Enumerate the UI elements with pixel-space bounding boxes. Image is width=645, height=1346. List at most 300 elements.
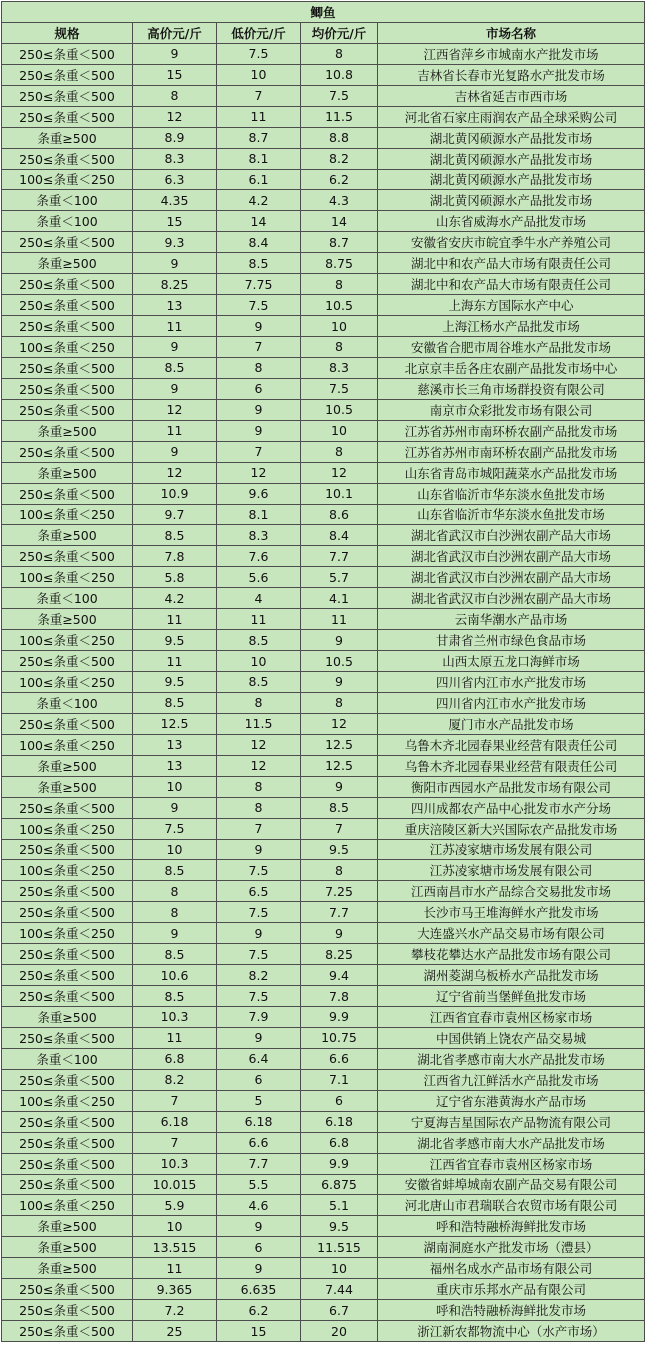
table-row bbox=[2, 253, 645, 274]
title-row bbox=[2, 2, 645, 23]
table-row bbox=[2, 378, 645, 399]
table-row bbox=[2, 609, 645, 630]
cell-market-name: 大连盛兴水产品交易市场有限公司 bbox=[378, 923, 645, 944]
cell-spec: 250≤条重＜500 bbox=[2, 64, 133, 85]
cell-low-price: 6.635 bbox=[217, 1279, 301, 1300]
cell-avg-price: 10.8 bbox=[301, 64, 378, 85]
cell-avg-price: 8 bbox=[301, 274, 378, 295]
cell-spec: 100≤条重＜250 bbox=[2, 1090, 133, 1111]
cell-avg-price: 8.2 bbox=[301, 148, 378, 169]
cell-low-price: 9 bbox=[217, 420, 301, 441]
cell-high-price: 8.5 bbox=[133, 357, 217, 378]
cell-high-price: 9.7 bbox=[133, 504, 217, 525]
table-row bbox=[2, 1007, 645, 1028]
table-row bbox=[2, 1111, 645, 1132]
cell-high-price: 8.5 bbox=[133, 692, 217, 713]
table-row bbox=[2, 1216, 645, 1237]
cell-spec: 250≤条重＜500 bbox=[2, 1027, 133, 1048]
cell-market-name: 江西省九江鲜活水产品批发市场 bbox=[378, 1069, 645, 1090]
table-row bbox=[2, 902, 645, 923]
table-row bbox=[2, 295, 645, 316]
cell-market-name: 上海东方国际水产中心 bbox=[378, 295, 645, 316]
cell-market-name: 攀枝花攀达水产品批发市场有限公司 bbox=[378, 944, 645, 965]
cell-market-name: 湖北中和农产品大市场有限责任公司 bbox=[378, 253, 645, 274]
cell-low-price: 6 bbox=[217, 1237, 301, 1258]
cell-market-name: 四川省内江市水产批发市场 bbox=[378, 692, 645, 713]
cell-market-name: 长沙市马王堆海鲜水产批发市场 bbox=[378, 902, 645, 923]
cell-avg-price: 10 bbox=[301, 1258, 378, 1279]
table-row bbox=[2, 441, 645, 462]
cell-market-name: 江西省宜春市袁州区杨家市场 bbox=[378, 1007, 645, 1028]
cell-high-price: 8.5 bbox=[133, 986, 217, 1007]
table-row bbox=[2, 1300, 645, 1321]
cell-spec: 条重≥500 bbox=[2, 776, 133, 797]
cell-avg-price: 8.6 bbox=[301, 504, 378, 525]
table-row bbox=[2, 525, 645, 546]
cell-avg-price: 8.75 bbox=[301, 253, 378, 274]
cell-avg-price: 11.515 bbox=[301, 1237, 378, 1258]
cell-high-price: 9.3 bbox=[133, 232, 217, 253]
cell-market-name: 湖北省武汉市白沙洲农副产品大市场 bbox=[378, 525, 645, 546]
cell-low-price: 7 bbox=[217, 441, 301, 462]
cell-avg-price: 9.5 bbox=[301, 1216, 378, 1237]
table-row bbox=[2, 797, 645, 818]
cell-market-name: 南京市众彩批发市场有限公司 bbox=[378, 399, 645, 420]
cell-low-price: 6 bbox=[217, 378, 301, 399]
cell-high-price: 12 bbox=[133, 106, 217, 127]
cell-market-name: 乌鲁木齐北园春果业经营有限责任公司 bbox=[378, 734, 645, 755]
cell-low-price: 6.18 bbox=[217, 1111, 301, 1132]
cell-spec: 250≤条重＜500 bbox=[2, 148, 133, 169]
table-row bbox=[2, 860, 645, 881]
cell-low-price: 5.5 bbox=[217, 1174, 301, 1195]
cell-low-price: 8 bbox=[217, 357, 301, 378]
cell-market-name: 山东省青岛市城阳蔬菜水产品批发市场 bbox=[378, 462, 645, 483]
cell-low-price: 6.6 bbox=[217, 1132, 301, 1153]
cell-market-name: 江西省宜春市袁州区杨家市场 bbox=[378, 1153, 645, 1174]
table-row bbox=[2, 64, 645, 85]
cell-low-price: 7.75 bbox=[217, 274, 301, 295]
cell-spec: 250≤条重＜500 bbox=[2, 1300, 133, 1321]
cell-low-price: 9 bbox=[217, 1027, 301, 1048]
cell-spec: 250≤条重＜500 bbox=[2, 85, 133, 106]
cell-high-price: 6.3 bbox=[133, 169, 217, 190]
cell-low-price: 9.6 bbox=[217, 483, 301, 504]
table-row bbox=[2, 986, 645, 1007]
cell-market-name: 浙江新农都物流中心（水产市场） bbox=[378, 1321, 645, 1342]
cell-spec: 条重≥500 bbox=[2, 1237, 133, 1258]
cell-high-price: 10 bbox=[133, 1216, 217, 1237]
cell-market-name: 江苏省苏州市南环桥农副产品批发市场 bbox=[378, 441, 645, 462]
cell-market-name: 北京京丰岳各庄农副产品批发市场中心 bbox=[378, 357, 645, 378]
cell-avg-price: 9 bbox=[301, 923, 378, 944]
header-low-price: 低价元/斤 bbox=[217, 22, 301, 43]
header-row bbox=[2, 22, 645, 43]
cell-avg-price: 9 bbox=[301, 776, 378, 797]
cell-spec: 250≤条重＜500 bbox=[2, 944, 133, 965]
table-row bbox=[2, 1174, 645, 1195]
table-row bbox=[2, 713, 645, 734]
cell-low-price: 6.5 bbox=[217, 881, 301, 902]
cell-market-name: 甘肃省兰州市绿色食品市场 bbox=[378, 630, 645, 651]
cell-avg-price: 8 bbox=[301, 441, 378, 462]
cell-market-name: 湖州菱湖乌板桥水产品批发市场 bbox=[378, 965, 645, 986]
cell-low-price: 9 bbox=[217, 1216, 301, 1237]
cell-low-price: 8 bbox=[217, 776, 301, 797]
cell-avg-price: 12.5 bbox=[301, 755, 378, 776]
table-row bbox=[2, 776, 645, 797]
cell-market-name: 湖北省武汉市白沙洲农副产品大市场 bbox=[378, 546, 645, 567]
cell-avg-price: 10.1 bbox=[301, 483, 378, 504]
cell-low-price: 8 bbox=[217, 692, 301, 713]
cell-spec: 100≤条重＜250 bbox=[2, 1195, 133, 1216]
cell-high-price: 8.5 bbox=[133, 944, 217, 965]
cell-market-name: 湖南洞庭水产批发市场（澧县） bbox=[378, 1237, 645, 1258]
cell-market-name: 湖北省孝感市南大水产品批发市场 bbox=[378, 1132, 645, 1153]
cell-market-name: 山西太原五龙口海鲜市场 bbox=[378, 651, 645, 672]
cell-market-name: 呼和浩特融桥海鲜批发市场 bbox=[378, 1300, 645, 1321]
table-row bbox=[2, 1279, 645, 1300]
cell-avg-price: 8.8 bbox=[301, 127, 378, 148]
cell-spec: 条重＜100 bbox=[2, 588, 133, 609]
table-row bbox=[2, 1237, 645, 1258]
cell-market-name: 慈溪市长三角市场群投资有限公司 bbox=[378, 378, 645, 399]
cell-market-name: 衡阳市西园水产品批发市场有限公司 bbox=[378, 776, 645, 797]
cell-high-price: 10.9 bbox=[133, 483, 217, 504]
cell-high-price: 4.35 bbox=[133, 190, 217, 211]
cell-spec: 250≤条重＜500 bbox=[2, 881, 133, 902]
cell-avg-price: 4.1 bbox=[301, 588, 378, 609]
cell-avg-price: 6.7 bbox=[301, 1300, 378, 1321]
cell-avg-price: 8.3 bbox=[301, 357, 378, 378]
cell-spec: 250≤条重＜500 bbox=[2, 1111, 133, 1132]
cell-high-price: 5.8 bbox=[133, 567, 217, 588]
cell-spec: 250≤条重＜500 bbox=[2, 986, 133, 1007]
cell-avg-price: 8.7 bbox=[301, 232, 378, 253]
cell-spec: 100≤条重＜250 bbox=[2, 734, 133, 755]
cell-spec: 100≤条重＜250 bbox=[2, 504, 133, 525]
cell-avg-price: 6.8 bbox=[301, 1132, 378, 1153]
cell-low-price: 6.2 bbox=[217, 1300, 301, 1321]
cell-spec: 250≤条重＜500 bbox=[2, 1279, 133, 1300]
cell-spec: 250≤条重＜500 bbox=[2, 965, 133, 986]
cell-spec: 250≤条重＜500 bbox=[2, 1069, 133, 1090]
cell-high-price: 6.8 bbox=[133, 1048, 217, 1069]
cell-spec: 条重≥500 bbox=[2, 755, 133, 776]
table-row bbox=[2, 881, 645, 902]
cell-market-name: 中国供销上饶农产品交易城 bbox=[378, 1027, 645, 1048]
cell-spec: 250≤条重＜500 bbox=[2, 483, 133, 504]
table-row bbox=[2, 483, 645, 504]
cell-market-name: 吉林省延吉市西市场 bbox=[378, 85, 645, 106]
table-row bbox=[2, 546, 645, 567]
header-avg-price: 均价元/斤 bbox=[301, 22, 378, 43]
cell-low-price: 7.5 bbox=[217, 860, 301, 881]
cell-high-price: 12 bbox=[133, 399, 217, 420]
cell-high-price: 9 bbox=[133, 43, 217, 64]
cell-avg-price: 9.4 bbox=[301, 965, 378, 986]
cell-high-price: 8 bbox=[133, 902, 217, 923]
cell-low-price: 9 bbox=[217, 1258, 301, 1279]
cell-high-price: 10 bbox=[133, 839, 217, 860]
cell-high-price: 9 bbox=[133, 253, 217, 274]
cell-high-price: 10.3 bbox=[133, 1153, 217, 1174]
cell-spec: 100≤条重＜250 bbox=[2, 672, 133, 693]
cell-high-price: 8.9 bbox=[133, 127, 217, 148]
cell-low-price: 7.5 bbox=[217, 902, 301, 923]
cell-high-price: 7 bbox=[133, 1090, 217, 1111]
cell-spec: 100≤条重＜250 bbox=[2, 169, 133, 190]
cell-high-price: 9 bbox=[133, 923, 217, 944]
table-row bbox=[2, 1195, 645, 1216]
table-body bbox=[2, 43, 645, 1341]
cell-high-price: 9.5 bbox=[133, 630, 217, 651]
cell-avg-price: 4.3 bbox=[301, 190, 378, 211]
cell-market-name: 江苏凌家塘市场发展有限公司 bbox=[378, 839, 645, 860]
cell-high-price: 8 bbox=[133, 85, 217, 106]
table-row bbox=[2, 316, 645, 337]
cell-avg-price: 7.7 bbox=[301, 902, 378, 923]
cell-low-price: 8.5 bbox=[217, 672, 301, 693]
cell-high-price: 10.6 bbox=[133, 965, 217, 986]
cell-low-price: 12 bbox=[217, 755, 301, 776]
cell-high-price: 8.3 bbox=[133, 148, 217, 169]
cell-low-price: 8.2 bbox=[217, 965, 301, 986]
cell-spec: 250≤条重＜500 bbox=[2, 1174, 133, 1195]
header-high-price: 高价元/斤 bbox=[133, 22, 217, 43]
cell-market-name: 四川省内江市水产批发市场 bbox=[378, 672, 645, 693]
cell-high-price: 10 bbox=[133, 776, 217, 797]
cell-avg-price: 9 bbox=[301, 672, 378, 693]
table-row bbox=[2, 567, 645, 588]
table-row bbox=[2, 420, 645, 441]
cell-low-price: 7.9 bbox=[217, 1007, 301, 1028]
cell-low-price: 7 bbox=[217, 818, 301, 839]
cell-low-price: 10 bbox=[217, 651, 301, 672]
cell-avg-price: 14 bbox=[301, 211, 378, 232]
cell-low-price: 7.6 bbox=[217, 546, 301, 567]
cell-high-price: 7 bbox=[133, 1132, 217, 1153]
cell-avg-price: 12 bbox=[301, 713, 378, 734]
cell-spec: 250≤条重＜500 bbox=[2, 357, 133, 378]
table-row bbox=[2, 1153, 645, 1174]
cell-low-price: 6.1 bbox=[217, 169, 301, 190]
cell-low-price: 4.2 bbox=[217, 190, 301, 211]
table-row bbox=[2, 1258, 645, 1279]
cell-avg-price: 5.7 bbox=[301, 567, 378, 588]
cell-high-price: 11 bbox=[133, 1027, 217, 1048]
cell-spec: 条重≥500 bbox=[2, 525, 133, 546]
cell-market-name: 安徽省蚌埠城南农副产品交易有限公司 bbox=[378, 1174, 645, 1195]
cell-spec: 250≤条重＜500 bbox=[2, 232, 133, 253]
cell-high-price: 11 bbox=[133, 316, 217, 337]
cell-spec: 100≤条重＜250 bbox=[2, 923, 133, 944]
cell-spec: 条重≥500 bbox=[2, 1007, 133, 1028]
cell-avg-price: 6.6 bbox=[301, 1048, 378, 1069]
table-row bbox=[2, 337, 645, 358]
cell-avg-price: 10.5 bbox=[301, 399, 378, 420]
cell-spec: 250≤条重＜500 bbox=[2, 651, 133, 672]
cell-low-price: 7.5 bbox=[217, 43, 301, 64]
table-row bbox=[2, 818, 645, 839]
cell-avg-price: 8 bbox=[301, 860, 378, 881]
cell-high-price: 9 bbox=[133, 337, 217, 358]
cell-avg-price: 12 bbox=[301, 462, 378, 483]
cell-avg-price: 8.25 bbox=[301, 944, 378, 965]
cell-market-name: 湖北黄冈硕源水产品批发市场 bbox=[378, 190, 645, 211]
cell-high-price: 9 bbox=[133, 797, 217, 818]
cell-low-price: 5.6 bbox=[217, 567, 301, 588]
cell-avg-price: 9.9 bbox=[301, 1007, 378, 1028]
cell-low-price: 11 bbox=[217, 106, 301, 127]
cell-market-name: 四川成都农产品中心批发市水产分场 bbox=[378, 797, 645, 818]
table-row bbox=[2, 106, 645, 127]
cell-avg-price: 12.5 bbox=[301, 734, 378, 755]
cell-avg-price: 6.18 bbox=[301, 1111, 378, 1132]
cell-spec: 250≤条重＜500 bbox=[2, 1321, 133, 1342]
cell-high-price: 9 bbox=[133, 378, 217, 399]
cell-avg-price: 7.44 bbox=[301, 1279, 378, 1300]
table-row bbox=[2, 357, 645, 378]
table-title: 鲫鱼 bbox=[2, 2, 645, 23]
cell-market-name: 乌鲁木齐北园春果业经营有限责任公司 bbox=[378, 755, 645, 776]
cell-low-price: 7.5 bbox=[217, 944, 301, 965]
table-row bbox=[2, 399, 645, 420]
cell-spec: 250≤条重＜500 bbox=[2, 274, 133, 295]
cell-high-price: 11 bbox=[133, 420, 217, 441]
cell-market-name: 福州名成水产品市场有限公司 bbox=[378, 1258, 645, 1279]
cell-market-name: 吉林省长春市光复路水产批发市场 bbox=[378, 64, 645, 85]
cell-spec: 250≤条重＜500 bbox=[2, 713, 133, 734]
cell-low-price: 9 bbox=[217, 399, 301, 420]
cell-high-price: 25 bbox=[133, 1321, 217, 1342]
table-row bbox=[2, 190, 645, 211]
cell-avg-price: 11.5 bbox=[301, 106, 378, 127]
table-row bbox=[2, 755, 645, 776]
cell-market-name: 云南华潮水产品市场 bbox=[378, 609, 645, 630]
cell-high-price: 6.18 bbox=[133, 1111, 217, 1132]
table-row bbox=[2, 965, 645, 986]
cell-avg-price: 8.4 bbox=[301, 525, 378, 546]
cell-spec: 250≤条重＜500 bbox=[2, 399, 133, 420]
cell-avg-price: 7.5 bbox=[301, 378, 378, 399]
cell-low-price: 8.5 bbox=[217, 630, 301, 651]
cell-spec: 250≤条重＜500 bbox=[2, 441, 133, 462]
cell-avg-price: 8 bbox=[301, 337, 378, 358]
cell-avg-price: 7.5 bbox=[301, 85, 378, 106]
cell-high-price: 5.9 bbox=[133, 1195, 217, 1216]
cell-spec: 250≤条重＜500 bbox=[2, 316, 133, 337]
cell-high-price: 13 bbox=[133, 755, 217, 776]
cell-market-name: 重庆涪陵区新大兴国际农产品批发市场 bbox=[378, 818, 645, 839]
cell-spec: 条重≥500 bbox=[2, 462, 133, 483]
cell-high-price: 9.5 bbox=[133, 672, 217, 693]
cell-low-price: 12 bbox=[217, 734, 301, 755]
table-row bbox=[2, 1069, 645, 1090]
table-row bbox=[2, 923, 645, 944]
cell-low-price: 5 bbox=[217, 1090, 301, 1111]
cell-market-name: 辽宁省东港黄海水产品市场 bbox=[378, 1090, 645, 1111]
cell-low-price: 14 bbox=[217, 211, 301, 232]
cell-spec: 条重≥500 bbox=[2, 253, 133, 274]
cell-high-price: 8 bbox=[133, 881, 217, 902]
cell-low-price: 9 bbox=[217, 839, 301, 860]
cell-market-name: 湖北黄冈硕源水产品批发市场 bbox=[378, 127, 645, 148]
table-row bbox=[2, 839, 645, 860]
cell-market-name: 湖北省武汉市白沙洲农副产品大市场 bbox=[378, 588, 645, 609]
cell-spec: 100≤条重＜250 bbox=[2, 860, 133, 881]
cell-market-name: 江西省萍乡市城南水产批发市场 bbox=[378, 43, 645, 64]
cell-avg-price: 7 bbox=[301, 818, 378, 839]
cell-avg-price: 7.7 bbox=[301, 546, 378, 567]
table-row bbox=[2, 232, 645, 253]
cell-market-name: 湖北中和农产品大市场有限责任公司 bbox=[378, 274, 645, 295]
cell-high-price: 13 bbox=[133, 734, 217, 755]
cell-avg-price: 7.1 bbox=[301, 1069, 378, 1090]
cell-avg-price: 10.5 bbox=[301, 295, 378, 316]
cell-high-price: 13 bbox=[133, 295, 217, 316]
cell-market-name: 山东省威海水产品批发市场 bbox=[378, 211, 645, 232]
cell-high-price: 9.365 bbox=[133, 1279, 217, 1300]
table-row bbox=[2, 692, 645, 713]
cell-high-price: 8.25 bbox=[133, 274, 217, 295]
cell-avg-price: 20 bbox=[301, 1321, 378, 1342]
cell-spec: 条重＜100 bbox=[2, 211, 133, 232]
cell-avg-price: 10 bbox=[301, 316, 378, 337]
table-row bbox=[2, 211, 645, 232]
cell-low-price: 9 bbox=[217, 923, 301, 944]
cell-low-price: 8.7 bbox=[217, 127, 301, 148]
cell-spec: 条重≥500 bbox=[2, 420, 133, 441]
cell-spec: 条重≥500 bbox=[2, 1216, 133, 1237]
cell-spec: 250≤条重＜500 bbox=[2, 43, 133, 64]
cell-market-name: 江西南昌市水产品综合交易批发市场 bbox=[378, 881, 645, 902]
cell-low-price: 4 bbox=[217, 588, 301, 609]
cell-avg-price: 8.5 bbox=[301, 797, 378, 818]
cell-avg-price: 7.25 bbox=[301, 881, 378, 902]
cell-avg-price: 10.5 bbox=[301, 651, 378, 672]
cell-high-price: 10.015 bbox=[133, 1174, 217, 1195]
cell-avg-price: 10 bbox=[301, 420, 378, 441]
cell-low-price: 8.1 bbox=[217, 148, 301, 169]
cell-low-price: 12 bbox=[217, 462, 301, 483]
cell-high-price: 13.515 bbox=[133, 1237, 217, 1258]
table-row bbox=[2, 504, 645, 525]
cell-market-name: 河北省石家庄雨润农产品全球采购公司 bbox=[378, 106, 645, 127]
cell-spec: 250≤条重＜500 bbox=[2, 106, 133, 127]
cell-market-name: 江苏省苏州市南环桥农副产品批发市场 bbox=[378, 420, 645, 441]
cell-spec: 250≤条重＜500 bbox=[2, 378, 133, 399]
cell-spec: 100≤条重＜250 bbox=[2, 630, 133, 651]
cell-market-name: 呼和浩特融桥海鲜批发市场 bbox=[378, 1216, 645, 1237]
table-row bbox=[2, 588, 645, 609]
cell-high-price: 15 bbox=[133, 211, 217, 232]
table-row bbox=[2, 1321, 645, 1342]
table-row bbox=[2, 169, 645, 190]
cell-low-price: 7.5 bbox=[217, 295, 301, 316]
cell-low-price: 4.6 bbox=[217, 1195, 301, 1216]
cell-low-price: 7.7 bbox=[217, 1153, 301, 1174]
cell-high-price: 15 bbox=[133, 64, 217, 85]
cell-low-price: 9 bbox=[217, 316, 301, 337]
cell-spec: 100≤条重＜250 bbox=[2, 567, 133, 588]
cell-market-name: 山东省临沂市华东淡水鱼批发市场 bbox=[378, 504, 645, 525]
cell-high-price: 7.8 bbox=[133, 546, 217, 567]
cell-spec: 250≤条重＜500 bbox=[2, 1132, 133, 1153]
table-row bbox=[2, 1132, 645, 1153]
cell-low-price: 8.3 bbox=[217, 525, 301, 546]
cell-low-price: 8.5 bbox=[217, 253, 301, 274]
